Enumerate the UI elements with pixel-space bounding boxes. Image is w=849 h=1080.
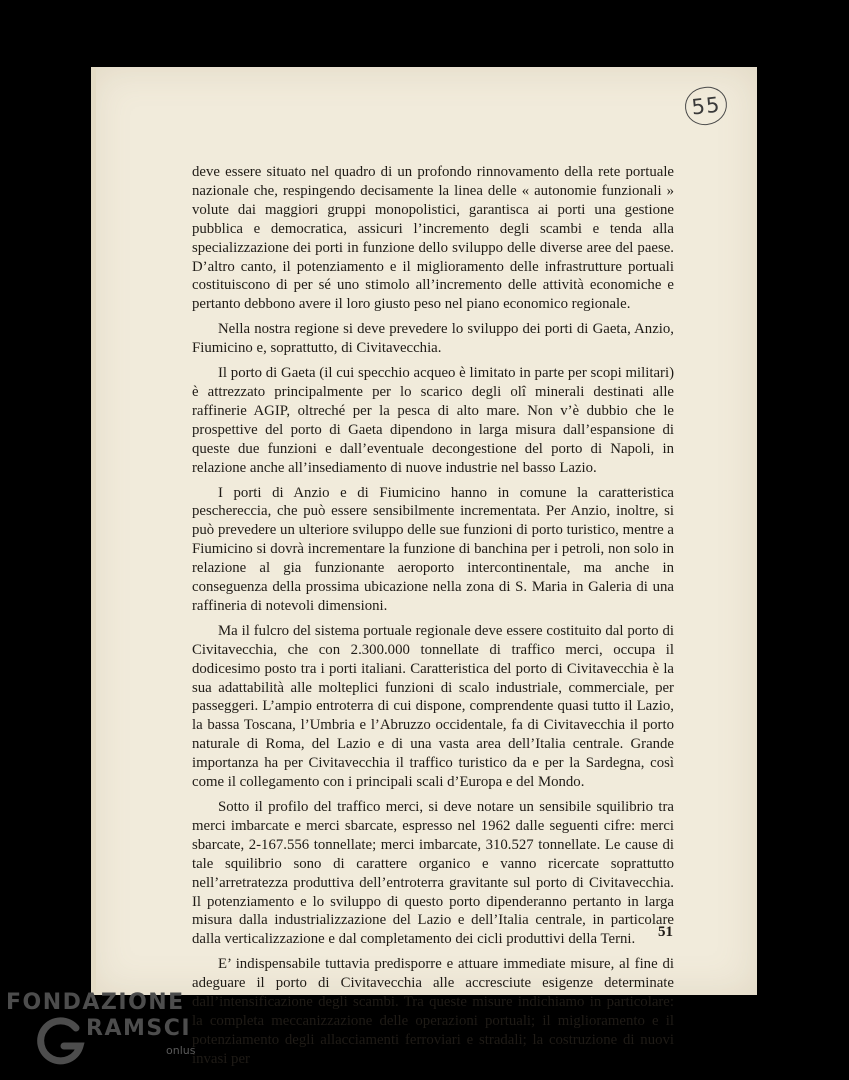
paragraph: Sotto il profilo del traffico merci, si deve notare un sensibile squilibrio tra merci imbarcate e merci sbarcate, espresso nel 1962 dalle seguenti cifre: merci sbarcate, 2-167.556 tonnellate; merci imbarcate, 310.527 tonnellate. Le cause di tale squilibrio sono di carattere organico e vanno ricercate soprattutto nell’arretratezza produttiva dell’entroterra gravitante sul porto di Civitavecchia. Il potenziamento e lo sviluppo di questo porto dipenderanno pertanto in larga misura dalla industrializzazione del Lazio e dell’Italia centrale, in particolare dalla verticalizzazione e dal completamento dei cicli produttivi della Terni. [192, 799, 674, 948]
page-number: 51 [658, 924, 673, 940]
fondazione-gramsci-logo [6, 988, 216, 1072]
paragraph: E’ indispensabile tuttavia predisporre e attuare immediate misure, al fine di adeguare il porto di Civitavecchia alle accresciute esigenze determinate dall’intensificazione degli scambi. Tra queste misure indichiamo in particolare: la completa meccanizzazione delle operazioni portuali; il miglioramento e il potenziamento degli allacciamenti ferroviari e stradali; la costruzione di nuovi invasi per [192, 956, 674, 1067]
folio-number: 55 [690, 92, 722, 120]
body-text [192, 163, 674, 1075]
page-edge [91, 67, 96, 995]
logo-text-fondazione: FONDAZIONE [6, 990, 185, 1015]
logo-text-onlus: onlus [166, 1044, 196, 1057]
paragraph: Ma il fulcro del sistema portuale regionale deve essere costituito dal porto di Civitavecchia, che con 2.300.000 tonnellate di traffico merci, occupa il dodicesimo posto tra i porti italiani. Caratteristica del porto di Civitavecchia è la sua adattabilità alle molteplici funzioni di scalo industriale, commerciale, per passeggeri. L’ampio entroterra di cui dispone, comprendente quasi tutto il Lazio, la bassa Toscana, l’Umbria e l’Abruzzo occidentale, fa di Civitavecchia il porto naturale di Roma, del Lazio e di una vasta area dell’Italia centrale. Grande importanza ha per Civitavecchia il traffico turistico da e per la Sardegna, così come il collegamento con i principali scali d’Europa e del Mondo. [192, 622, 674, 791]
paragraph: Il porto di Gaeta (il cui specchio acqueo è limitato in parte per scopi militari) è attrezzato principalmente per lo scarico degli olî minerali destinati alle raffinerie AGIP, oltreché per la pesca di alto mare. Non v’è dubbio che le prospettive del porto di Gaeta dipendono in larga misura dall’espansione di queste due funzioni e dall’eventuale decongestione del porto di Napoli, in relazione anche all’insediamento di nuove industrie nel basso Lazio. [192, 365, 674, 476]
paragraph: deve essere situato nel quadro di un profondo rinnovamento della rete portuale nazionale che, respingendo decisamente la linea delle « autonomie funzionali » volute dai maggiori gruppi monopolistici, garantisca ai porti una gestione pubblica e democratica, assicuri l’incremento degli scambi e tenda alla specializzazione dei porti in funzione dello sviluppo delle diverse aree del paese. D’altro canto, il potenziamento e il miglioramento delle infrastrutture portuali costituiscono di per sé uno stimolo all’incremento delle attività economiche e pertanto debbono avere il loro giusto peso nel piano economico regionale. [192, 164, 674, 313]
handwritten-folio-mark [683, 85, 729, 127]
paragraph: I porti di Anzio e di Fiumicino hanno in comune la caratteristica peschereccia, che può essere sensibilmente incrementata. Per Anzio, inoltre, si può prevedere un ulteriore sviluppo delle sue funzioni di porto turistico, mentre a Fiumicino si dovrà incrementare la funzione di banchina per i petroli, non solo in relazione al gia funzionante aeroporto intercontinentale, ma anche in conseguenza della prossima ubicazione nella zona di S. Maria in Galeria di una raffineria di notevoli dimensioni. [192, 484, 674, 614]
paragraph: Nella nostra regione si deve prevedere lo sviluppo dei porti di Gaeta, Anzio, Fiumicino e, soprattutto, di Civitavecchia. [192, 321, 674, 357]
logo-text-gramsci: RAMSCI [86, 1016, 192, 1041]
logo-g-icon [36, 1016, 88, 1068]
